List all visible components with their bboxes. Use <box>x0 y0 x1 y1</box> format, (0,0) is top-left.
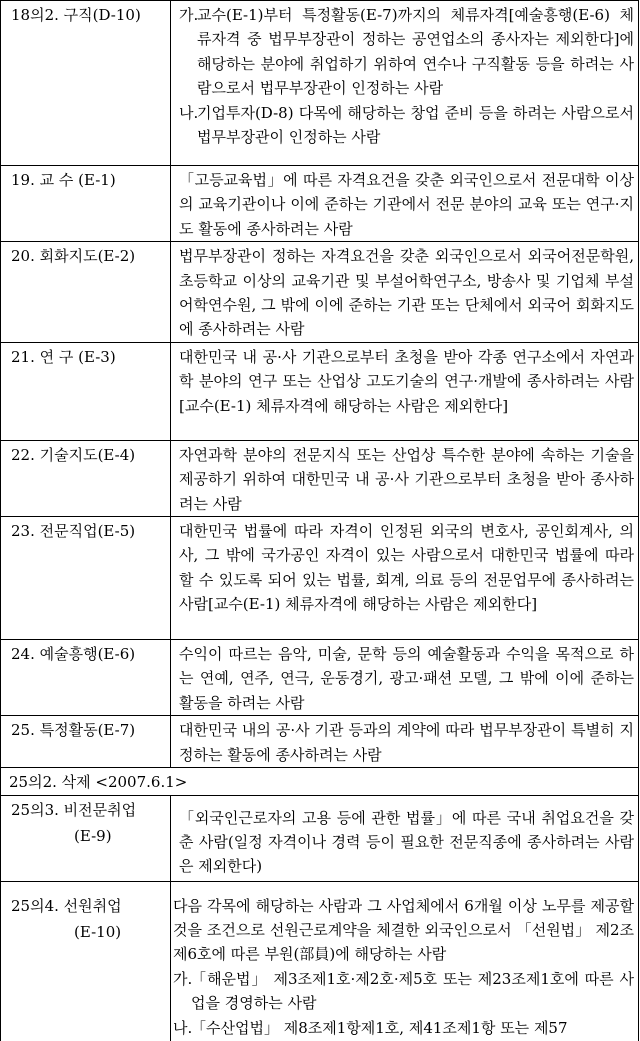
row-label: 24. 예술흥행(E-6) <box>11 645 136 664</box>
row-text: 대한민국 내 공·사 기관으로부터 초청을 받아 각종 연구소에서 자연과학 분야의 연구 또는 산업상 고도기술의 연구·개발에 종사하려는 사람[교수(E-1) 체류자격에 해당하는 사람은 제외한다] <box>179 347 634 415</box>
row-label-cell <box>1 517 171 640</box>
row-label: 22. 기술지도(E-4) <box>11 445 136 464</box>
item-marker: 가. <box>179 6 199 24</box>
row-content-cell <box>171 440 639 516</box>
row-label-cell <box>1 342 171 440</box>
list-item <box>179 3 634 101</box>
table-row <box>1 166 639 242</box>
row-text: 대한민국 법률에 따라 자격이 인정된 외국의 변호사, 공인회계사, 의사, 그 밖에 국가공인 자격이 있는 사람으로서 대한민국 법률에 따라 할 수 있도록 되어 있는 법률, 회계, 의료 등의 전문업무에 종사하려는 사람[교수(E-1) 체류자격에 해당하는 사람은 제외한다] <box>179 522 634 614</box>
row-text: 자연과학 분야의 전문지식 또는 산업상 특수한 분야에 속하는 기술을 제공하기 위하여 대한민국 내 공·사 기관으로부터 초청을 받아 종사하려는 사람 <box>179 445 634 513</box>
table-row <box>1 517 639 640</box>
full-width-cell <box>1 768 639 795</box>
row-content-cell <box>171 166 639 242</box>
row-content-cell <box>171 242 639 343</box>
row-text: 다음 각목에 해당하는 사람과 그 사업체에서 6개월 이상 노무를 제공할 것을 조건으로 선원근로계약을 체결한 외국인으로서 「선원법」 제2조제6호에 따른 부원(部員)에 해당하는 사람 <box>173 896 634 964</box>
list-item <box>173 967 634 1016</box>
item-marker: 나. <box>179 103 199 122</box>
table-row <box>1 768 639 795</box>
item-text: 「해운법」 제3조제1호·제2호·제5호 또는 제23조제1호에 따른 사업을 경영하는 사람 <box>191 969 634 1013</box>
row-label: 25. 특정활동(E-7) <box>11 721 136 740</box>
row-label: 23. 전문직업(E-5) <box>11 522 136 541</box>
table-row <box>1 342 639 440</box>
item-marker: 나. <box>173 1018 193 1037</box>
deleted-row-text: 25의2. 삭제 <2007.6.1> <box>9 773 188 792</box>
table-row <box>1 640 639 716</box>
item-text: 교수(E-1)부터 특정활동(E-7)까지의 체류자격[예술흥행(E-6) 체류자격 중 법무부장관이 정하는 공연업소의 종사자는 제외한다]에 해당하는 분야에 취업하기 위하여 연수나 구직활동 등을 하려는 사람으로서 법무부장관이 인정하는 사람 <box>197 6 634 98</box>
table-row <box>1 881 639 1041</box>
row-text: 법무부장관이 정하는 자격요건을 갖춘 외국인으로서 외국어전문학원, 초등학교 이상의 교육기관 및 부설어학연구소, 방송사 및 기업체 부설 어학연수원, 그 밖에 이에 준하는 기관 또는 단체에서 외국어 회화지도에 종사하려는 사람 <box>179 247 634 339</box>
row-content-cell <box>171 716 639 768</box>
row-label-cell <box>1 1 171 166</box>
item-marker: 가. <box>173 969 193 988</box>
table-row <box>1 440 639 516</box>
row-content-cell <box>171 640 639 716</box>
row-label: 18의2. 구직(D-10) <box>11 6 141 24</box>
row-label-cell <box>1 640 171 716</box>
row-text: 대한민국 내의 공·사 기관 등과의 계약에 따라 법무부장관이 특별히 지정하는 활동에 종사하려는 사람 <box>179 721 634 764</box>
table-row <box>1 716 639 768</box>
row-content-cell <box>171 342 639 440</box>
row-text: 「고등교육법」에 따른 자격요건을 갖춘 외국인으로서 전문대학 이상의 교육기관이나 이에 준하는 기관에서 전문 분야의 교육 또는 연구·지도 활동에 종사하려는 사람 <box>179 171 634 238</box>
item-text: 「수산업법」 제8조제1항제1호, 제41조제1항 또는 제57 <box>191 1018 568 1037</box>
table-row <box>1 1 639 166</box>
row-label: 19. 교 수 (E-1) <box>11 171 116 189</box>
list-item <box>179 101 634 150</box>
row-label-cell <box>1 242 171 343</box>
row-content-cell <box>171 1 639 166</box>
table-row <box>1 242 639 343</box>
row-text: 수익이 따르는 음악, 미술, 문학 등의 예술활동과 수익을 목적으로 하는 연예, 연주, 연극, 운동경기, 광고·패션 모델, 그 밖에 이에 준하는 활동을 하려는 사람 <box>179 645 634 712</box>
row-label-code: (E-10) <box>74 922 122 941</box>
row-content-cell <box>171 881 639 1041</box>
row-label: 25의3. 비전문취업 <box>11 800 137 819</box>
row-content-cell <box>171 795 639 881</box>
list-item <box>173 1016 634 1040</box>
row-label-cell <box>1 166 171 242</box>
row-label: 21. 연 구 (E-3) <box>11 347 116 366</box>
row-label: 25의4. 선원취업 <box>11 896 122 915</box>
row-label-cell <box>1 795 171 881</box>
row-label-code: (E-9) <box>74 826 112 845</box>
row-text: 「외국인근로자의 고용 등에 관한 법률」에 따른 국내 취업요건을 갖춘 사람(일정 자격이나 경력 등이 필요한 전문직종에 종사하려는 사람은 제외한다) <box>179 808 634 876</box>
row-label-cell <box>1 881 171 1041</box>
row-content-cell <box>171 517 639 640</box>
table-row <box>1 795 639 881</box>
item-text: 기업투자(D-8) 다목에 해당하는 창업 준비 등을 하려는 사람으로서 법무부장관이 인정하는 사람 <box>197 103 634 147</box>
row-label-cell <box>1 440 171 516</box>
row-label: 20. 회화지도(E-2) <box>11 247 136 266</box>
row-label-cell <box>1 716 171 768</box>
